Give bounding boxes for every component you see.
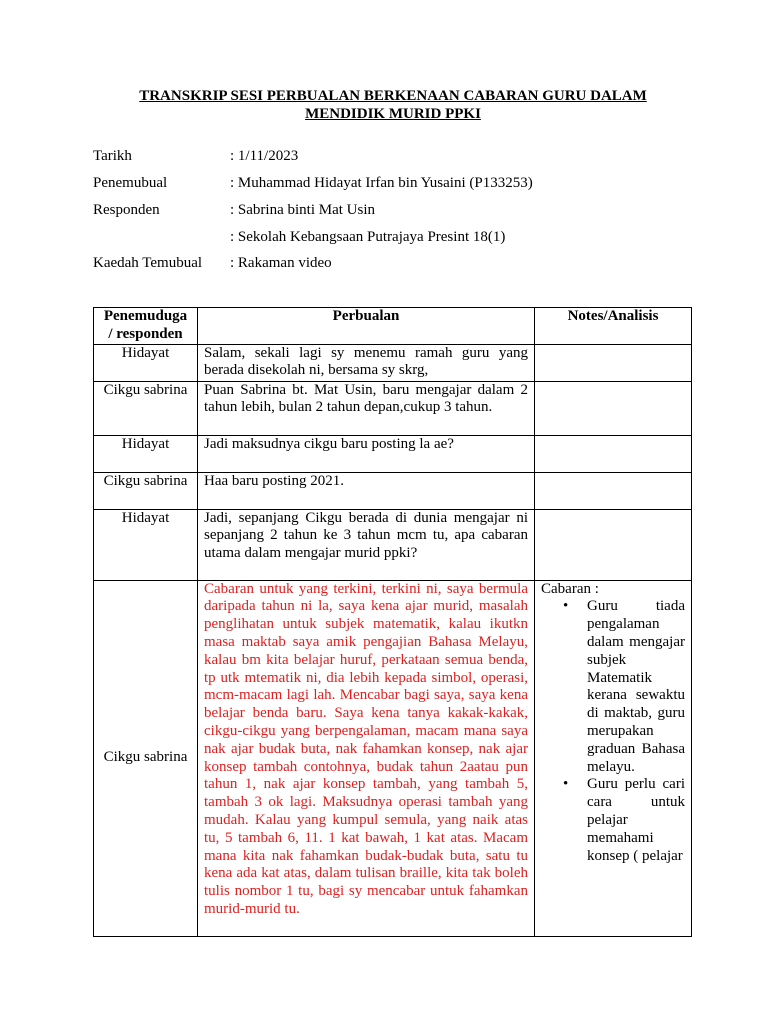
notes-title: Cabaran : — [541, 580, 599, 597]
notes-cell — [535, 580, 692, 936]
table-row — [94, 509, 692, 580]
conversation-cell: Haa baru posting 2021. — [198, 472, 535, 509]
conversation-cell: Puan Sabrina bt. Mat Usin, baru mengajar dalam 2 tahun lebih, bulan 2 tahun depan,cukup 3 tahun. — [198, 381, 535, 435]
meta-label: Kaedah Temubual — [93, 255, 203, 271]
conversation-cell: Cabaran untuk yang terkini, terkini ni, saya bermula daripada tahun ni la, saya kena ajar murid, masalah penglihatan untuk subjek matematik, kalau ikutkn masa maktab saya amik pengajian Bahasa Melayu, kalau bm kita belajar huruf, perkataan semua benda, tp utk mtematik ni, dia lebih kepada simbol, operasi, mcm-macam lagi lah. Mencabar bagi saya, saya kena belajar benda baru. Saya kena tanya kakak-kakak, cikgu-cikgu yang berpengalaman, macam mana saya nak ajar budak buta, nak fahamkan konsep, nak ajar konsep tambah contohnya, budak tahun 2aatau pun tahun 1, nak ajar konsep tambah, yang tambah 5, tambah 3 ok lagi. Maksudnya operasi tambah yang mudah. Kalau yang kumpul semula, yang naik atas tu, 5 tambah 6, 11. 1 kat bawah, 1 kat atas. Macam mana kita nak fahamkan budak-budak buta, satu tu kena ada kat atas, dalam tulisan braille, kita tak boleh tulis nombor 1 tu, bagi sy mencabar untuk fahamkan murid-murid tu. — [198, 580, 535, 936]
notes-item-text: Guru tiada pengalaman dalam mengajar subjek Matematik kerana sewaktu di maktab, guru merupakan graduan Bahasa melayu. — [587, 598, 685, 775]
speaker-cell: Cikgu sabrina — [94, 381, 198, 435]
notes-cell — [535, 381, 692, 435]
table-row — [94, 381, 692, 435]
header-conversation: Perbualan — [198, 308, 535, 345]
document-title — [93, 87, 693, 123]
table-header-row — [94, 308, 692, 345]
meta-label: Responden — [93, 202, 160, 218]
notes-cell — [535, 509, 692, 580]
conversation-cell: Salam, sekali lagi sy menemu ramah guru yang berada disekolah ni, bersama sy skrg, — [198, 344, 535, 381]
notes-list — [541, 598, 685, 865]
meta-value: : Muhammad Hidayat Irfan bin Yusaini (P133253) — [230, 175, 533, 191]
notes-cell — [535, 435, 692, 472]
speaker-cell: Hidayat — [94, 344, 198, 381]
speaker-cell: Cikgu sabrina — [94, 472, 198, 509]
notes-cell — [535, 472, 692, 509]
meta-value: : Sekolah Kebangsaan Putrajaya Presint 18(1) — [230, 229, 506, 245]
notes-item — [541, 776, 685, 865]
header-speaker: Penemuduga / responden — [94, 308, 198, 345]
table-row — [94, 580, 692, 936]
conversation-cell: Jadi, sepanjang Cikgu berada di dunia mengajar ni sepanjang 2 tahun ke 3 tahun mcm tu, apa cabaran utama dalam mengajar murid ppki? — [198, 509, 535, 580]
meta-label: Tarikh — [93, 148, 132, 164]
meta-label: Penemubual — [93, 175, 168, 191]
table-row — [94, 472, 692, 509]
transcript-table — [93, 307, 692, 937]
conversation-cell: Jadi maksudnya cikgu baru posting la ae? — [198, 435, 535, 472]
meta-value: : 1/11/2023 — [230, 148, 299, 164]
table-row — [94, 435, 692, 472]
title-line-2: MENDIDIK MURID PPKI — [305, 106, 481, 122]
speaker-cell: Cikgu sabrina — [94, 580, 198, 936]
notes-item-text: Guru perlu cari cara untuk pelajar memahami konsep ( pelajar — [587, 776, 685, 864]
notes-cell — [535, 344, 692, 381]
meta-value: : Rakaman video — [230, 255, 332, 271]
meta-value: : Sabrina binti Mat Usin — [230, 202, 375, 218]
speaker-cell: Hidayat — [94, 435, 198, 472]
title-line-1: TRANSKRIP SESI PERBUALAN BERKENAAN CABARAN GURU DALAM — [139, 88, 647, 104]
notes-item — [541, 598, 685, 776]
header-notes: Notes/Analisis — [535, 308, 692, 345]
speaker-cell: Hidayat — [94, 509, 198, 580]
bullet-icon: • — [563, 776, 569, 793]
bullet-icon: • — [563, 598, 569, 615]
table-row — [94, 344, 692, 381]
